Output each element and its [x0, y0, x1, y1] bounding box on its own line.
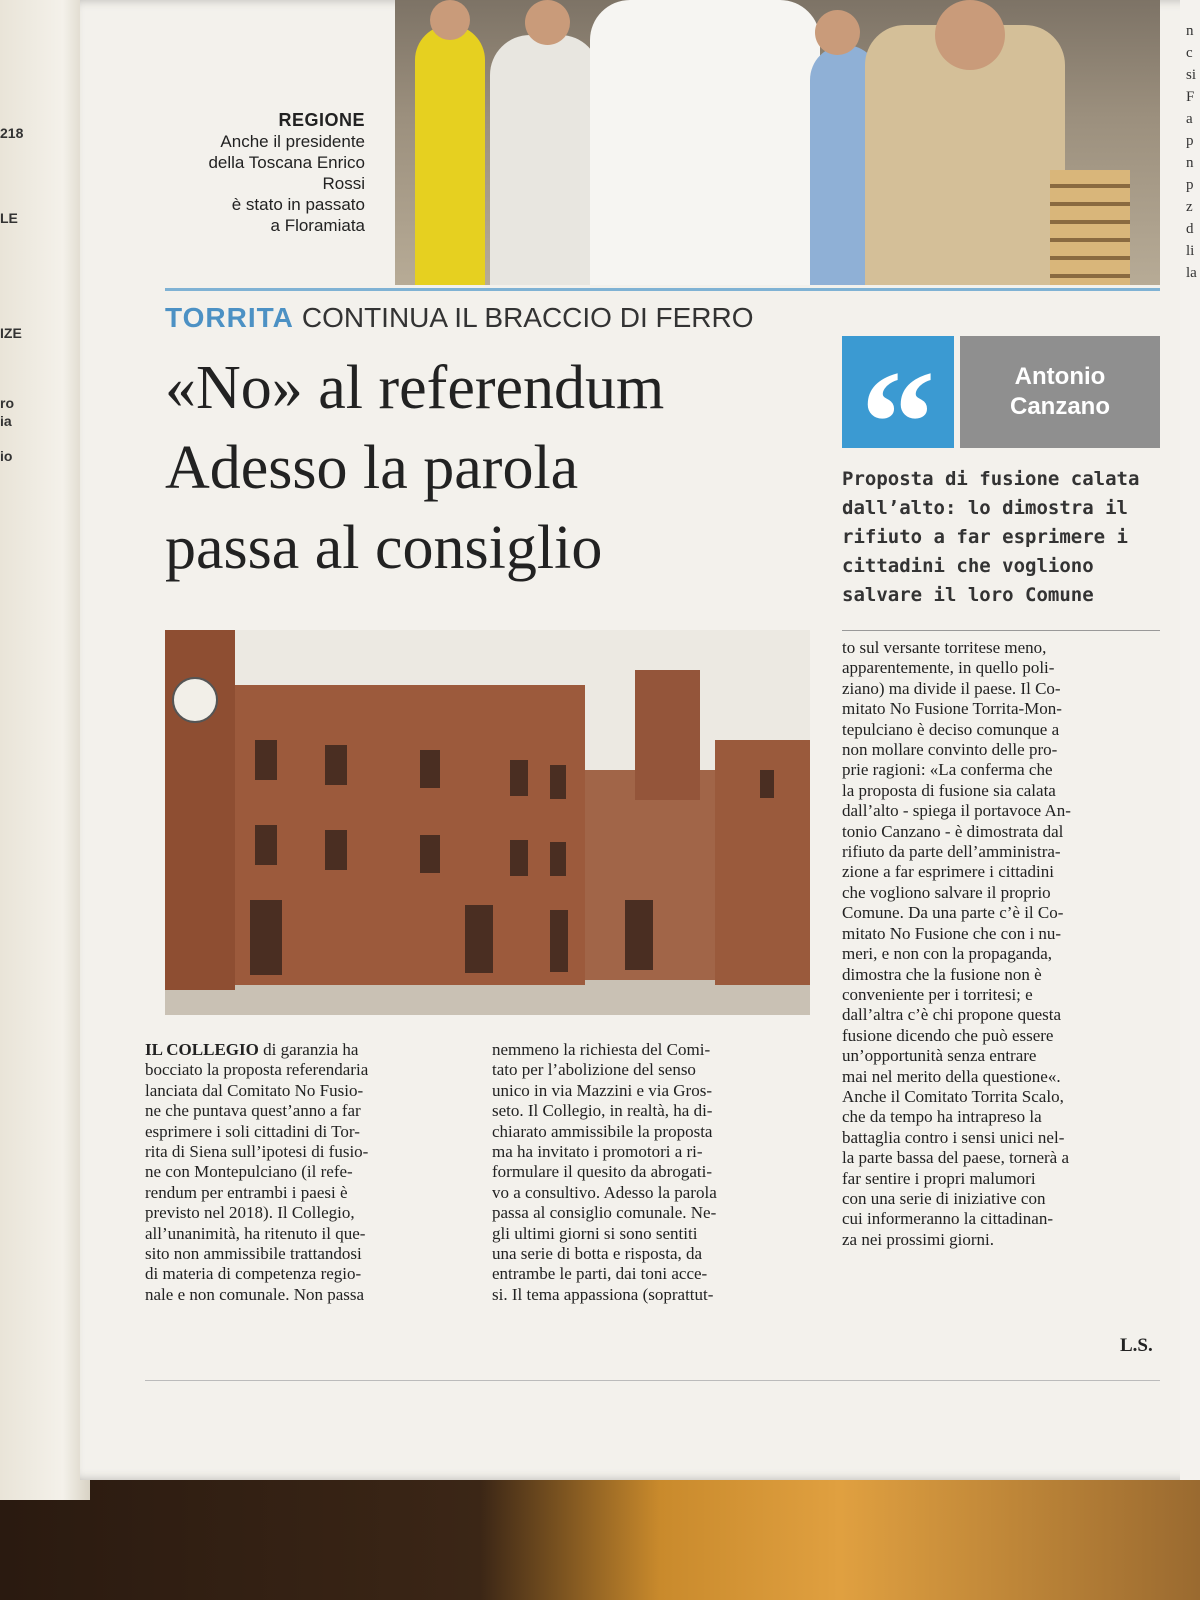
article-line: sito non ammissibile trattandosi: [145, 1244, 362, 1264]
article-line: che da tempo ha intrapreso la: [842, 1107, 1042, 1127]
article-line: battaglia contro i sensi unici nel-: [842, 1127, 1065, 1147]
right-fragment: z: [1186, 199, 1193, 215]
article-line: passa al consiglio comunale. Ne-: [492, 1203, 717, 1223]
quote-author-last: Canzano: [1009, 393, 1110, 420]
article-line: conveniente per i torritesi; e: [842, 984, 1033, 1004]
caption-line: è stato in passato: [231, 195, 365, 214]
kicker: [165, 302, 754, 334]
article-column-3: [842, 638, 1160, 1250]
caption-line: della Toscana Enrico: [208, 153, 365, 172]
person-figure: [490, 35, 600, 285]
caption-line: Rossi: [322, 174, 365, 193]
article-line: si. Il tema appassiona (soprattut-: [492, 1284, 714, 1304]
article-line: cui informeranno la cittadinan-: [842, 1209, 1053, 1229]
pull-quote-line: salvare il loro Comune: [842, 584, 1094, 606]
article-line: ne con Montepulciano (il refe-: [145, 1162, 353, 1182]
article-line: dall’alto - spiega il portavoce An-: [842, 801, 1071, 821]
right-fragment: si: [1186, 67, 1197, 83]
right-fragment: F: [1186, 89, 1195, 105]
article-line: lanciata dal Comitato No Fusio-: [145, 1080, 364, 1100]
article-line: vo a consultivo. Adesso la parola: [492, 1182, 717, 1202]
wooden-pallet: [1050, 170, 1130, 285]
pull-quote-line: Proposta di fusione calata: [842, 468, 1140, 490]
top-photo-crowd: [395, 0, 1160, 285]
pull-quote-line: dall’alto: lo dimostra il: [842, 497, 1128, 519]
article-line: zione a far esprimere i cittadini: [842, 862, 1054, 882]
article-line: ne che puntava quest’anno a far: [145, 1101, 361, 1121]
article-line: tato per l’abolizione del senso: [492, 1060, 696, 1080]
headline: [165, 348, 825, 588]
article-lead: IL COLLEGIO: [145, 1040, 259, 1059]
article-line: prie ragioni: «La conferma che: [842, 760, 1053, 780]
kicker-location: TORRITA: [165, 302, 294, 333]
article-line: un’opportunità senza entrare: [842, 1046, 1037, 1066]
article-line: to sul versante torritese meno,: [842, 638, 1047, 657]
article-line: far sentire i propri malumori: [842, 1168, 1036, 1188]
headline-line: «No» al referendum: [165, 354, 665, 422]
article-line: mitato No Fusione che con i nu-: [842, 923, 1062, 943]
article-line: chiarato ammissibile la proposta: [492, 1121, 713, 1141]
article-line: nale e non comunale. Non passa: [145, 1284, 365, 1304]
article-line: tepulciano è deciso comunque a: [842, 719, 1060, 739]
article-line: za nei prossimi giorni.: [842, 1229, 995, 1249]
headline-line: passa al consiglio: [165, 514, 603, 582]
article-line: non mollare convinto delle pro-: [842, 740, 1058, 760]
article-line: gli ultimi giorni si sono sentiti: [492, 1223, 698, 1243]
article-line: previsto nel 2018). Il Collegio,: [145, 1203, 355, 1223]
person-figure: [415, 25, 485, 285]
person-head: [525, 0, 570, 45]
caption-title: REGIONE: [278, 110, 365, 130]
left-fragment: LE: [0, 210, 18, 226]
article-line: mai nel merito della questione«.: [842, 1066, 1061, 1086]
article-column-1: [145, 1040, 457, 1305]
section-rule: [165, 288, 1160, 291]
article-line: Comune. Da una parte c’è il Co-: [842, 903, 1064, 923]
town-hall-photo: [165, 630, 810, 1015]
left-fragment: io: [0, 448, 13, 464]
article-line: unico in via Mazzini e via Gros-: [492, 1080, 712, 1100]
left-fragment: ro: [0, 395, 14, 411]
article-line: Anche il Comitato Torrita Scalo,: [842, 1086, 1064, 1106]
left-fragment: IZE: [0, 325, 22, 341]
left-fragment: 218: [0, 125, 24, 141]
article-line: rifiuto da parte dell’amministra-: [842, 842, 1061, 862]
right-fragment: p: [1186, 133, 1194, 149]
right-fragment: li: [1186, 243, 1195, 259]
right-fragment: la: [1186, 265, 1197, 281]
background-floor: [0, 1480, 1200, 1600]
article-line: mitato No Fusione Torrita-Mon-: [842, 699, 1062, 719]
right-fragment: a: [1186, 111, 1193, 127]
pull-quote-line: cittadini che vogliono: [842, 555, 1094, 577]
article-line: rita di Siena sull’ipotesi di fusio-: [145, 1142, 369, 1162]
article-line: di materia di competenza regio-: [145, 1264, 362, 1284]
quote-mark-icon: “: [842, 336, 954, 448]
article-line: ziano) ma divide il paese. Il Co-: [842, 678, 1061, 698]
article-line: fusione dicendo che può essere: [842, 1025, 1054, 1045]
pull-quote-divider: [842, 630, 1160, 631]
article-line: all’unanimità, ha ritenuto il que-: [145, 1223, 366, 1243]
article-line: con una serie di iniziative con: [842, 1188, 1046, 1208]
article-line: entrambe le parti, dai toni acce-: [492, 1264, 708, 1284]
person-head: [430, 0, 470, 40]
left-fragment: ia: [0, 413, 12, 429]
article-line: rendum per entrambi i paesi è: [145, 1182, 348, 1202]
article-line: esprimere i soli cittadini di Tor-: [145, 1121, 360, 1141]
article-line: la parte bassa del paese, tornerà a: [842, 1148, 1070, 1168]
next-page-fragments: [1186, 20, 1197, 284]
article-line: apparentemente, in quello poli-: [842, 658, 1055, 678]
right-fragment: d: [1186, 221, 1194, 237]
article-line: formulare il quesito da abrogati-: [492, 1162, 712, 1182]
right-fragment: p: [1186, 177, 1194, 193]
right-fragment: c: [1186, 45, 1193, 61]
person-head: [935, 0, 1005, 70]
pull-quote-line: rifiuto a far esprimere i: [842, 526, 1128, 548]
previous-page-edge: [0, 0, 90, 1500]
right-fragment: n: [1186, 155, 1194, 171]
article-line: ma ha invitato i promotori a ri-: [492, 1142, 703, 1162]
article-line: seto. Il Collegio, in realtà, ha di-: [492, 1101, 713, 1121]
town-hall-illustration: [165, 630, 810, 1015]
pull-quote: [842, 465, 1160, 610]
article-line: che vogliono salvare il proprio: [842, 882, 1051, 902]
article-column-2: [492, 1040, 810, 1305]
article-line: nemmeno la richiesta del Comi-: [492, 1040, 711, 1059]
person-head: [815, 10, 860, 55]
headline-line: Adesso la parola: [165, 434, 579, 502]
article-line: dimostra che la fusione non è: [842, 964, 1042, 984]
article-line: meri, e non con la propaganda,: [842, 944, 1053, 964]
kicker-text: CONTINUA IL BRACCIO DI FERRO: [301, 302, 754, 333]
quote-author: [960, 336, 1160, 448]
bottom-rule: [145, 1380, 1160, 1381]
person-figure: [590, 0, 820, 285]
photo-caption: [135, 110, 365, 236]
right-fragment: n: [1186, 23, 1194, 39]
caption-line: a Floramiata: [270, 216, 365, 235]
article-line: una serie di botta e risposta, da: [492, 1244, 703, 1264]
caption-line: Anche il presidente: [220, 132, 365, 151]
article-line: la proposta di fusione sia calata: [842, 780, 1056, 800]
article-line: dall’altra c’è chi propone questa: [842, 1005, 1062, 1025]
quote-author-first: Antonio: [1014, 363, 1106, 390]
article-line: di garanzia ha: [258, 1040, 359, 1059]
article-line: tonio Canzano - è dimostrata dal: [842, 821, 1064, 841]
author-signature: L.S.: [1120, 1335, 1153, 1356]
article-line: bocciato la proposta referendaria: [145, 1060, 369, 1080]
